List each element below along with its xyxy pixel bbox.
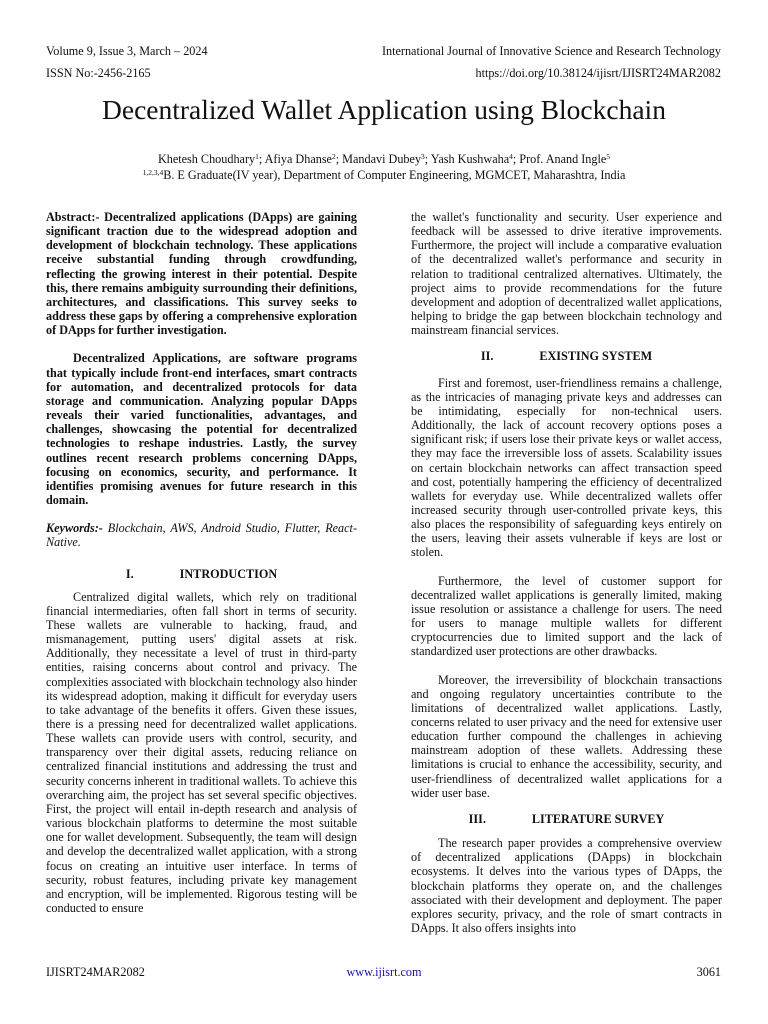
section-heading-existing-system: II. EXISTING SYSTEM [480, 349, 653, 364]
keywords-label: Keywords:- [46, 521, 103, 536]
author-name: Yash Kushwaha [430, 152, 510, 166]
section-heading-introduction: I. INTRODUCTION [125, 567, 278, 582]
keywords [46, 521, 357, 549]
abstract-paragraph: Decentralized Applications, are software programs that typically include front-end interfaces, smart contracts for automation, and decentralized protocols for data storage and communication. Analyzing popular DApps reveals their varied functionalities, advantages, and challenges, showcasing the potential for decentralized technologies to reshape industries. Lastly, the survey outlines recent research problems concerning DApps, focusing on economics, security, and performance. It identifies promising avenues for future research in this domain. [46, 351, 357, 507]
body-paragraph: Centralized digital wallets, which rely on traditional financial intermediaries, often fall short in terms of security. These wallets are vulnerable to hacking, fraud, and mismanagement, putting users' digital assets at risk. Additionally, they necessitate a level of trust in third-party entities, raising concerns about control and privacy. The complexities associated with blockchain technology also hinder its widespread adoption, making it difficult for everyday users to take advantage of the benefits it offers. Given these issues, there is a pressing need for decentralized wallet applications. These wallets can provide users with control, security, and transparency over their digital assets, reducing reliance on centralized financial institutions and addressing the trust and security concerns inherent in traditional wallets. To achieve this overarching aim, the project has set several specific objectives. First, the project will entail in-depth research and analysis of various blockchain platforms to determine the most suitable one for wallet development. Subsequently, the team will design and develop the decentralized wallet application, with a strong focus on creating an intuitive user interface. In terms of security, robust features, including private key management and encryption, will be implemented. Rigorous testing will be conducted to ensure [46, 589, 357, 916]
author-block [0, 151, 768, 183]
body-paragraph: First and foremost, user-friendliness remains a challenge, as the intricacies of managing private keys and addresses can be intimidating, especially for non-technical users. Additionally, the lack of account recovery options poses a significant risk; if users lose their private keys or wallet access, they may face the irreversible loss of assets. Scalability issues on certain blockchain networks can affect transaction speed and cost, potentially hampering the efficiency of decentralized wallets for everyday use. While decentralized wallets offer increased security through user-controlled private keys, this also places the responsibility of safeguarding keys entirely on the users, leaving their assets vulnerable if keys are lost or stolen. [411, 375, 722, 560]
author-list: Khetesh Choudhary$^1$; Afiya Dhanse$^2$; Mandavi Dubey$^3$; Yash Kushwaha$^4$; Prof. Anand Ingle$^5$ [157, 152, 611, 166]
right-column [411, 210, 722, 935]
author-sup: 1 [255, 152, 259, 161]
keywords-text: Blockchain, AWS, Android Studio, Flutter, React-Native. [46, 521, 358, 550]
left-column [46, 210, 357, 915]
section-heading-literature-survey: III. LITERATURE SURVEY [468, 811, 665, 826]
body-paragraph: Moreover, the irreversibility of blockchain transactions and ongoing regulatory uncertainties contribute to the limitations of decentralized wallet applications. Lastly, concerns related to user privacy and the need for extensive user education further compound the challenges in achieving mainstream adoption of these wallets. Addressing these limitations is crucial to enhance the accessibility, security, and user-friendliness of decentralized wallet applications for a wider user base. [411, 672, 722, 800]
affiliation-text: B. E Graduate(IV year), Department of Computer Engineering, MGMCET, Maharashtra, India [163, 168, 626, 182]
author-sup: 4 [509, 152, 513, 161]
affiliation [0, 167, 768, 183]
footer-site-link[interactable]: www.ijisrt.com [346, 965, 422, 979]
header-doi-link[interactable]: https://doi.org/10.38124/ijisrt/IJISRT24MAR2082 [475, 66, 721, 80]
abstract-paragraph: Abstract:- Decentralized applications (DApps) are gaining significant traction due to the widespread adoption and development of blockchain technology. These applications receive substantial funding through crowdfunding, reflecting the growing interest in their potential. Despite this, there remains ambiguity surrounding their definitions, architectures, and classifications. This survey seeks to address these gaps by offering a comprehensive exploration of DApps for further investigation. [46, 210, 357, 338]
author-name: Afiya Dhanse [264, 152, 332, 166]
author-name: Khetesh Choudhary [157, 152, 256, 166]
header-volume: Volume 9, Issue 3, March – 2024 [46, 44, 208, 58]
author-sup: 3 [421, 152, 425, 161]
paper-title: Decentralized Wallet Application using Blockchain [102, 94, 666, 125]
author-name: Prof. Anand Ingle [519, 152, 607, 166]
body-paragraph: Furthermore, the level of customer support for decentralized wallet applications is generally limited, making issue resolution or assistance a challenge for users. The need for users to manage multiple wallets for different cryptocurrencies due to limited support and the lack of standardized user protections are other drawbacks. [411, 573, 722, 659]
footer-paper-code: IJISRT24MAR2082 [46, 965, 145, 979]
author-sup: 5 [606, 152, 611, 161]
author-sup: 2 [331, 152, 336, 161]
body-paragraph: the wallet's functionality and security. User experience and feedback will be assessed to drive iterative improvements. Furthermore, the project will include a comparative evaluation of the decentralized wallet's performance and security in relation to traditional centralized alternatives. Ultimately, the project aims to provide recommendations for the future development and adoption of decentralized wallet applications, helping to bridge the gap between blockchain technology and mainstream financial services. [411, 210, 722, 338]
header-issn: ISSN No:-2456-2165 [46, 66, 151, 80]
body-paragraph: The research paper provides a comprehensive overview of decentralized applications (DApps) in blockchain ecosystems. It delves into the various types of DApps, the blockchain platforms they operate on, and the challenges associated with their development and deployment. The paper explores security, privacy, and the role of smart contracts in DApps. It also offers insights into [411, 836, 722, 936]
header-journal: International Journal of Innovative Science and Research Technology [381, 44, 721, 58]
footer-page-number: 3061 [696, 965, 721, 979]
affiliation-sup: 1,2,3,4 [142, 168, 164, 177]
author-name: Mandavi Dubey [342, 152, 422, 166]
